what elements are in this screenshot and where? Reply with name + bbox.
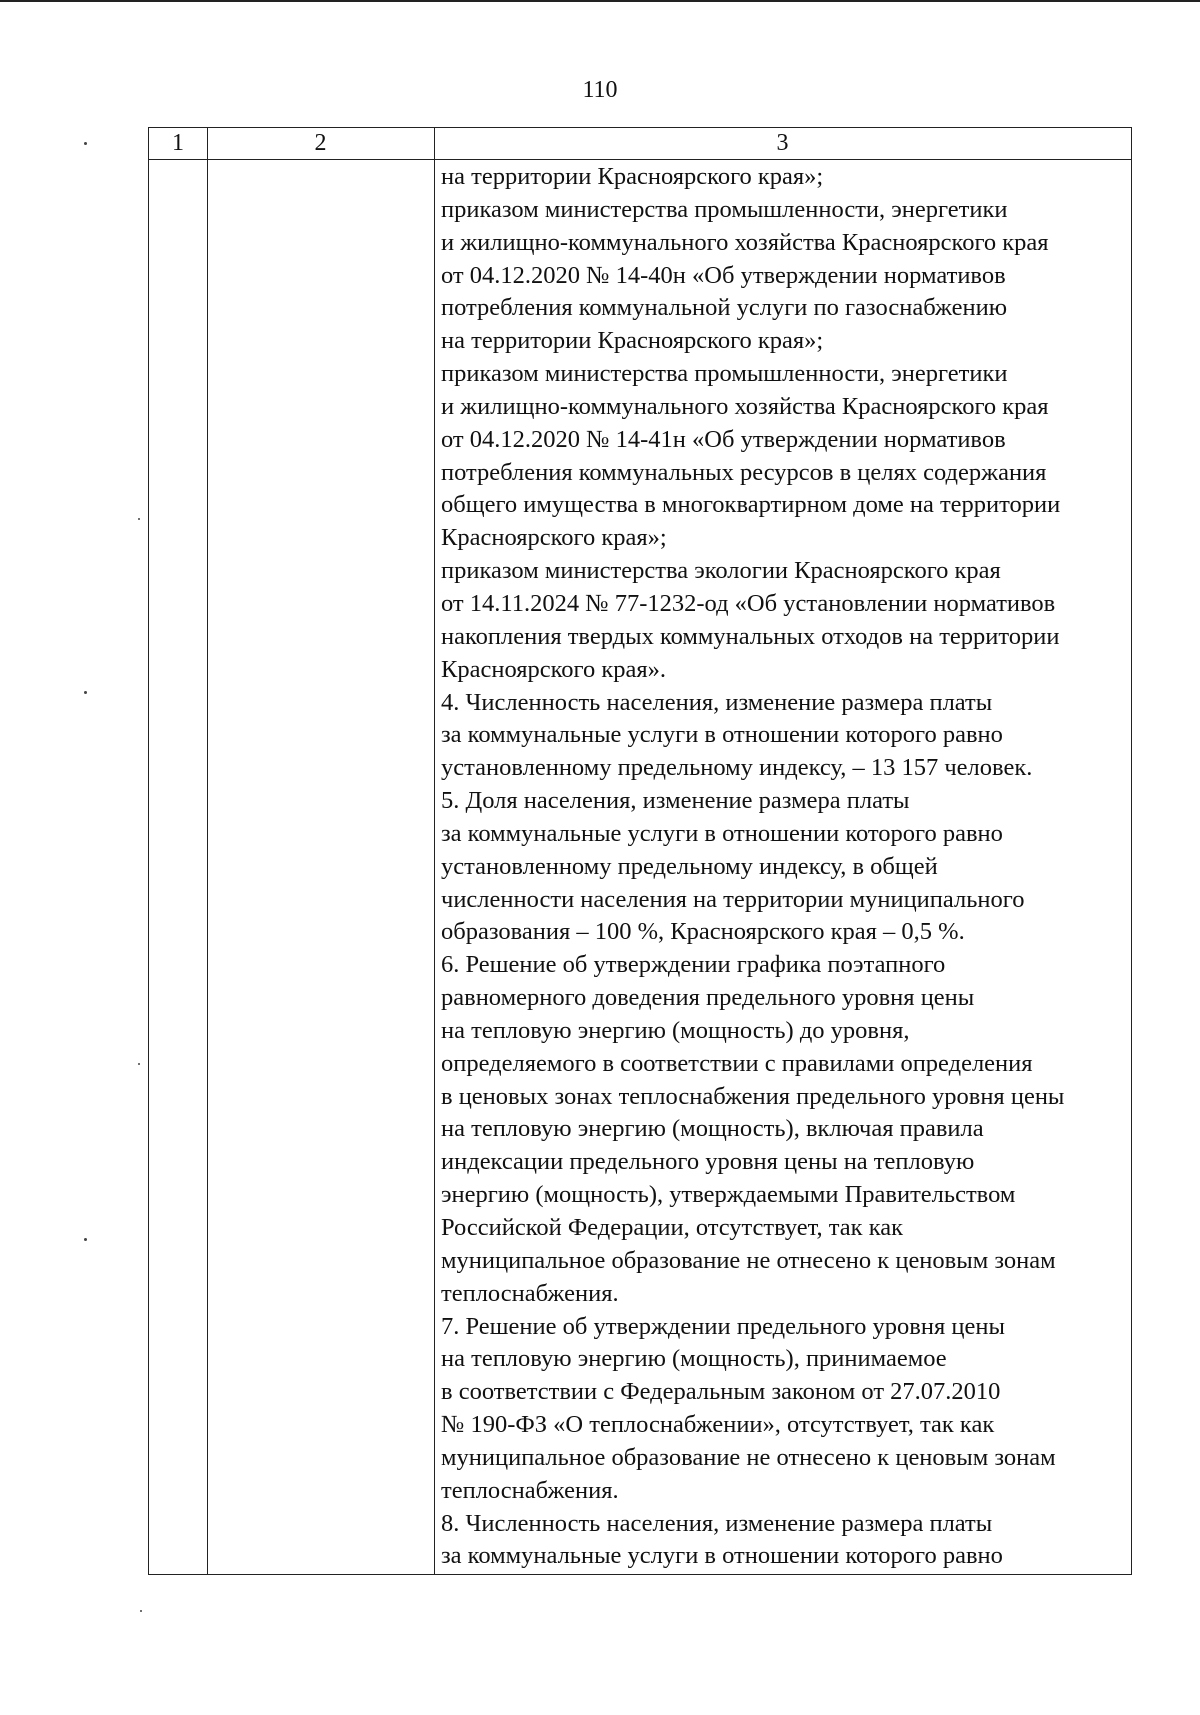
text-line: от 14.11.2024 № 77-1232-од «Об установлении нормативов xyxy=(441,589,1056,617)
text-line: индексации предельного уровня цены на тепловую xyxy=(441,1148,975,1176)
table-header-row xyxy=(149,128,1131,160)
text-line: муниципальное образование не отнесено к ценовым зонам xyxy=(441,1443,1056,1471)
text-line: 6. Решение об утверждении графика поэтапного xyxy=(441,951,946,979)
text-line: потребления коммунальных ресурсов в целях содержания xyxy=(441,458,1047,486)
text-line: общего имущества в многоквартирном доме на территории xyxy=(441,491,1061,519)
text-line: теплоснабжения. xyxy=(441,1476,619,1504)
text-line: накопления твердых коммунальных отходов на территории xyxy=(441,622,1060,650)
text-line: установленному предельному индексу, в общей xyxy=(441,852,938,880)
text-line: 7. Решение об утверждении предельного уровня цены xyxy=(441,1312,1005,1340)
scan-speck xyxy=(138,518,140,520)
text-line: Красноярского края»; xyxy=(441,524,667,552)
text-line: и жилищно-коммунального хозяйства Красноярского края xyxy=(441,228,1049,256)
column-divider-2 xyxy=(434,128,435,1574)
header-cell-2: 2 xyxy=(314,130,327,156)
text-line: № 190-ФЗ «О теплоснабжении», отсутствует, так как xyxy=(441,1411,995,1439)
text-line: образования – 100 %, Красноярского края – 0,5 %. xyxy=(441,918,965,946)
text-line: приказом министерства экологии Красноярского края xyxy=(441,557,1001,585)
text-line: потребления коммунальной услуги по газоснабжению xyxy=(441,294,1008,322)
text-line: на тепловую энергию (мощность), принимаемое xyxy=(441,1345,947,1373)
text-line: на тепловую энергию (мощность) до уровня, xyxy=(441,1016,910,1044)
text-line: и жилищно-коммунального хозяйства Красноярского края xyxy=(441,392,1049,420)
text-line: Российской Федерации, отсутствует, так как xyxy=(441,1214,904,1241)
text-line: равномерного доведения предельного уровня цены xyxy=(441,984,975,1012)
text-line: энергию (мощность), утверждаемыми Правительством xyxy=(441,1181,1016,1209)
document-table xyxy=(148,127,1132,1575)
column-divider-1 xyxy=(207,128,208,1574)
text-line: установленному предельному индексу, – 13 157 человек. xyxy=(441,754,1033,782)
page-number: 110 xyxy=(582,77,618,103)
text-line: за коммунальные услуги в отношении которого равно xyxy=(441,721,1003,749)
text-line: 8. Численность населения, изменение размера платы xyxy=(441,1509,993,1537)
text-line: от 04.12.2020 № 14-41н «Об утверждении нормативов xyxy=(441,425,1006,453)
text-line: на территории Красноярского края»; xyxy=(441,327,824,355)
text-line: приказом министерства промышленности, энергетики xyxy=(441,195,1008,223)
text-line: от 04.12.2020 № 14-40н «Об утверждении нормативов xyxy=(441,261,1006,289)
text-line: за коммунальные услуги в отношении которого равно xyxy=(441,1542,1003,1570)
text-line: в ценовых зонах теплоснабжения предельного уровня цены xyxy=(441,1082,1065,1110)
column-3-text xyxy=(441,161,1131,1573)
text-line: теплоснабжения. xyxy=(441,1279,619,1307)
header-cell-1: 1 xyxy=(172,130,184,156)
text-line: 5. Доля населения, изменение размера платы xyxy=(441,787,910,815)
scan-speck xyxy=(140,1610,142,1612)
text-line: приказом министерства промышленности, энергетики xyxy=(441,360,1008,388)
text-line: определяемого в соответствии с правилами определения xyxy=(441,1049,1033,1077)
text-line: муниципальное образование не отнесено к ценовым зонам xyxy=(441,1246,1056,1274)
text-line: за коммунальные услуги в отношении которого равно xyxy=(441,819,1003,847)
scan-top-edge-line xyxy=(0,0,1200,2)
text-line: на тепловую энергию (мощность), включая правила xyxy=(441,1115,984,1143)
scan-speck xyxy=(138,1063,140,1065)
text-line: Красноярского края». xyxy=(441,655,667,683)
text-line: 4. Численность населения, изменение размера платы xyxy=(441,688,993,716)
scan-speck xyxy=(84,691,87,694)
text-line: в соответствии с Федеральным законом от 27.07.2010 xyxy=(441,1378,1001,1406)
scan-speck xyxy=(84,142,87,145)
header-cell-3: 3 xyxy=(776,130,789,156)
scan-speck xyxy=(84,1238,87,1241)
text-line: на территории Красноярского края»; xyxy=(441,163,824,190)
text-line: численности населения на территории муниципального xyxy=(441,885,1025,913)
